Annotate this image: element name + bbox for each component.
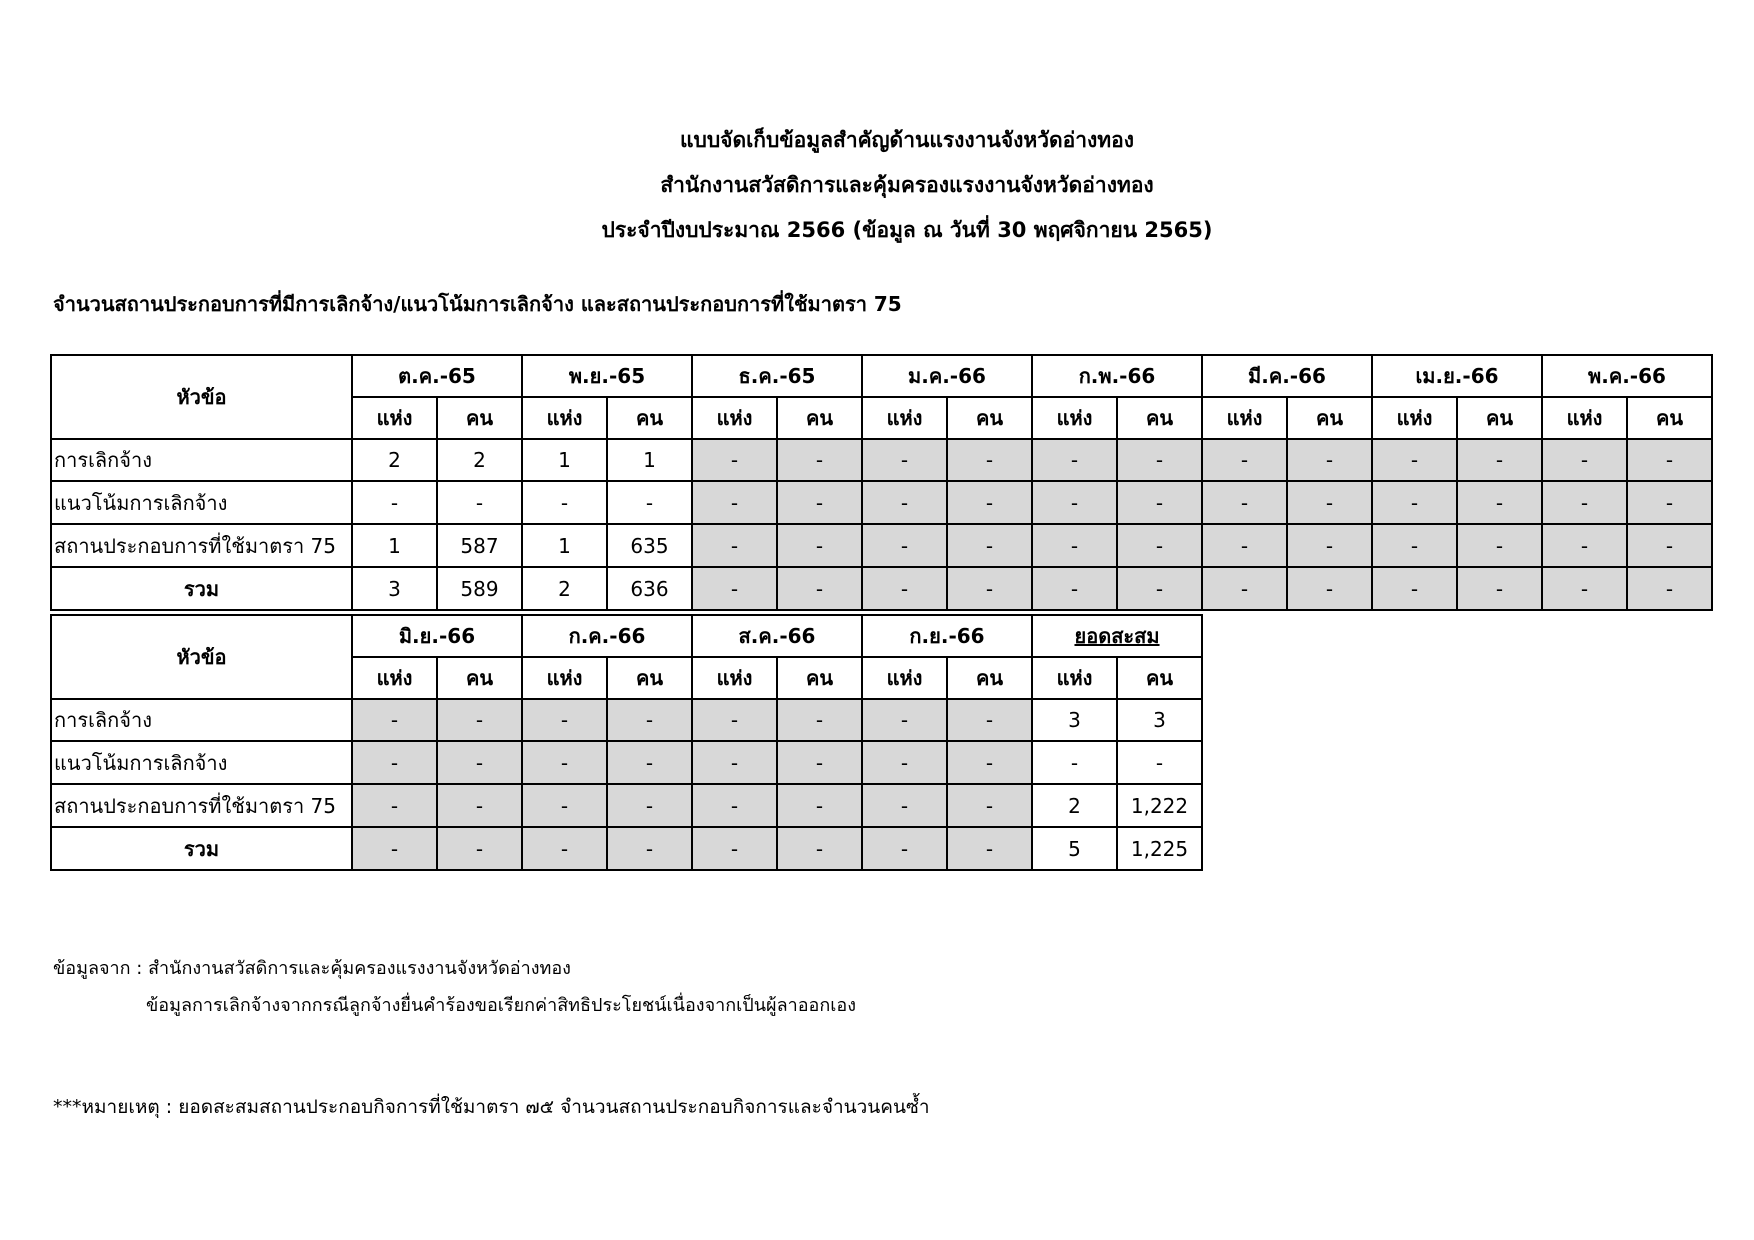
month-header: พ.ย.-65 [522,355,692,397]
cell-places: - [522,741,607,784]
cell-persons: - [437,827,522,870]
col-header-persons: คน [1627,397,1712,439]
cell-places: - [692,784,777,827]
cell-persons: - [947,567,1032,610]
table-row [51,567,1712,610]
cell-persons: - [1457,481,1542,524]
table-row [51,741,1202,784]
month-header: ก.ย.-66 [862,615,1032,657]
cell-places: - [522,827,607,870]
cell-persons: - [1287,481,1372,524]
cell-places: - [522,784,607,827]
month-header: เม.ย.-66 [1372,355,1542,397]
col-header-persons: คน [1117,657,1202,699]
cell-persons: - [607,827,692,870]
cell-places: - [692,699,777,741]
col-header-places: แห่ง [1542,397,1627,439]
table-caption: จำนวนสถานประกอบการที่มีการเลิกจ้าง/แนวโน้มการเลิกจ้าง และสถานประกอบการที่ใช้มาตรา 75 [53,292,902,316]
header-line-2: สำนักงานสวัสดิการและคุ้มครองแรงงานจังหวัดอ่างทอง [660,173,1154,197]
cell-persons: - [607,481,692,524]
cell-places: - [862,439,947,481]
cell-places: - [1202,481,1287,524]
cell-places: 1 [352,524,437,567]
cell-places: - [352,784,437,827]
cell-persons: - [1117,567,1202,610]
month-header: ก.พ.-66 [1032,355,1202,397]
table-row [51,524,1712,567]
cell-places: - [1372,481,1457,524]
cell-places: - [862,481,947,524]
col-header-places: แห่ง [1202,397,1287,439]
col-header-places: แห่ง [862,657,947,699]
data-source: ข้อมูลจาก : สำนักงานสวัสดิการและคุ้มครองแรงงานจังหวัดอ่างทอง [53,958,571,979]
cell-places: - [1032,524,1117,567]
cell-places: - [352,481,437,524]
cell-persons: - [777,439,862,481]
termination-table-jun-sep [50,614,1203,871]
col-header-persons: คน [607,657,692,699]
cell-places: - [862,784,947,827]
cell-persons: - [947,699,1032,741]
cell-places: - [1202,439,1287,481]
cell-persons: - [947,439,1032,481]
cell-persons: - [777,481,862,524]
cell-places: 2 [522,567,607,610]
cell-places: - [1032,741,1117,784]
cell-persons: 1 [607,439,692,481]
cell-persons: - [777,827,862,870]
col-header-places: แห่ง [862,397,947,439]
cell-places: 2 [1032,784,1117,827]
cell-persons: - [437,481,522,524]
cell-persons: - [1117,741,1202,784]
cell-persons: - [947,827,1032,870]
cell-places: - [862,827,947,870]
row-label: สถานประกอบการที่ใช้มาตรา 75 [51,524,352,567]
cell-persons: 635 [607,524,692,567]
cell-persons: - [1457,524,1542,567]
cell-persons: - [1287,567,1372,610]
col-header-places: แห่ง [1032,397,1117,439]
month-header: มิ.ย.-66 [352,615,522,657]
col-header-persons: คน [437,657,522,699]
cell-persons: - [777,741,862,784]
col-header-persons: คน [1287,397,1372,439]
col-header-persons: คน [777,657,862,699]
cell-persons: - [1627,439,1712,481]
cell-persons: - [947,481,1032,524]
cell-persons: - [1287,524,1372,567]
col-header-places: แห่ง [692,397,777,439]
month-header: พ.ค.-66 [1542,355,1712,397]
cell-persons: - [1117,481,1202,524]
month-header: ต.ค.-65 [352,355,522,397]
cell-places: 1 [522,439,607,481]
cell-places: - [1202,567,1287,610]
row-label-total: รวม [51,567,352,610]
cell-places: - [522,481,607,524]
month-header: ก.ค.-66 [522,615,692,657]
document-header [0,118,1754,253]
cell-places: 3 [1032,699,1117,741]
cell-places: - [692,567,777,610]
table-row [51,439,1712,481]
col-header-persons: คน [777,397,862,439]
cell-persons: - [607,741,692,784]
col-header-places: แห่ง [352,397,437,439]
col-header-persons: คน [947,657,1032,699]
cell-persons: - [1457,567,1542,610]
col-header-places: แห่ง [1372,397,1457,439]
cell-places: - [1202,524,1287,567]
cell-places: 2 [352,439,437,481]
col-header-places: แห่ง [1032,657,1117,699]
header-line-1: แบบจัดเก็บข้อมูลสำคัญด้านแรงงานจังหวัดอ่างทอง [679,128,1135,152]
col-header-persons: คน [1457,397,1542,439]
cell-persons: 2 [437,439,522,481]
cell-persons: - [437,784,522,827]
cell-places: 3 [352,567,437,610]
cell-persons: - [777,567,862,610]
cell-places: - [352,699,437,741]
remark: ***หมายเหตุ : ยอดสะสมสถานประกอบกิจการที่ใช้มาตรา ๗๕ จำนวนสถานประกอบกิจการและจำนวนคนซ้ำ [53,1096,930,1118]
cell-persons: - [777,699,862,741]
cell-places: - [1542,567,1627,610]
month-header: ธ.ค.-65 [692,355,862,397]
cell-persons: - [1627,481,1712,524]
cell-persons: - [947,524,1032,567]
header-line-3: ประจำปีงบประมาณ 2566 (ข้อมูล ณ วันที่ 30 พฤศจิกายน 2565) [601,218,1213,242]
row-label-total: รวม [51,827,352,870]
row-label: การเลิกจ้าง [51,439,352,481]
row-label: การเลิกจ้าง [51,699,352,741]
cell-persons: - [947,741,1032,784]
cell-places: - [1542,524,1627,567]
col-header-places: แห่ง [522,397,607,439]
cell-places: - [1032,567,1117,610]
topic-header: หัวข้อ [51,355,352,439]
cell-persons: - [437,741,522,784]
cell-persons: - [1117,439,1202,481]
cell-persons: 3 [1117,699,1202,741]
col-header-persons: คน [947,397,1032,439]
month-header: ส.ค.-66 [692,615,862,657]
cell-persons: - [777,524,862,567]
cell-persons: - [607,699,692,741]
cell-places: - [1542,439,1627,481]
cell-places: - [522,699,607,741]
cell-places: - [1372,439,1457,481]
data-source-note: ข้อมูลการเลิกจ้างจากกรณีลูกจ้างยื่นคำร้องขอเรียกค่าสิทธิประโยชน์เนื่องจากเป็นผู้ลาออกเอง [146,995,856,1016]
cell-persons: - [1117,524,1202,567]
row-label: แนวโน้มการเลิกจ้าง [51,481,352,524]
cell-persons: 636 [607,567,692,610]
cell-places: - [352,827,437,870]
table-row [51,481,1712,524]
cell-persons: 1,222 [1117,784,1202,827]
termination-table-oct-may [50,354,1713,611]
cell-places: - [1372,524,1457,567]
cell-persons: 587 [437,524,522,567]
col-header-places: แห่ง [522,657,607,699]
cell-persons: - [437,699,522,741]
cell-places: - [692,827,777,870]
month-header: ม.ค.-66 [862,355,1032,397]
cell-places: - [862,699,947,741]
cell-places: - [1542,481,1627,524]
cell-persons: - [777,784,862,827]
col-header-persons: คน [1117,397,1202,439]
col-header-persons: คน [607,397,692,439]
cell-persons: - [1627,567,1712,610]
cell-persons: 589 [437,567,522,610]
col-header-places: แห่ง [352,657,437,699]
cell-places: - [692,439,777,481]
cell-places: - [862,567,947,610]
table-row [51,699,1202,741]
cell-places: - [862,524,947,567]
month-header: มี.ค.-66 [1202,355,1372,397]
cell-persons: 1,225 [1117,827,1202,870]
cell-places: - [692,481,777,524]
cell-places: - [352,741,437,784]
col-header-places: แห่ง [692,657,777,699]
row-label: แนวโน้มการเลิกจ้าง [51,741,352,784]
cell-places: - [1372,567,1457,610]
cell-places: 5 [1032,827,1117,870]
cell-places: - [1032,481,1117,524]
cell-persons: - [1457,439,1542,481]
topic-header: หัวข้อ [51,615,352,699]
cell-places: 1 [522,524,607,567]
cell-places: - [862,741,947,784]
cell-persons: - [1627,524,1712,567]
table-row [51,784,1202,827]
cell-persons: - [947,784,1032,827]
cell-persons: - [607,784,692,827]
cell-places: - [1032,439,1117,481]
cell-persons: - [1287,439,1372,481]
cumulative-header: ยอดสะสม [1032,615,1202,657]
col-header-persons: คน [437,397,522,439]
table-row [51,827,1202,870]
cell-places: - [692,741,777,784]
cell-places: - [692,524,777,567]
row-label: สถานประกอบการที่ใช้มาตรา 75 [51,784,352,827]
